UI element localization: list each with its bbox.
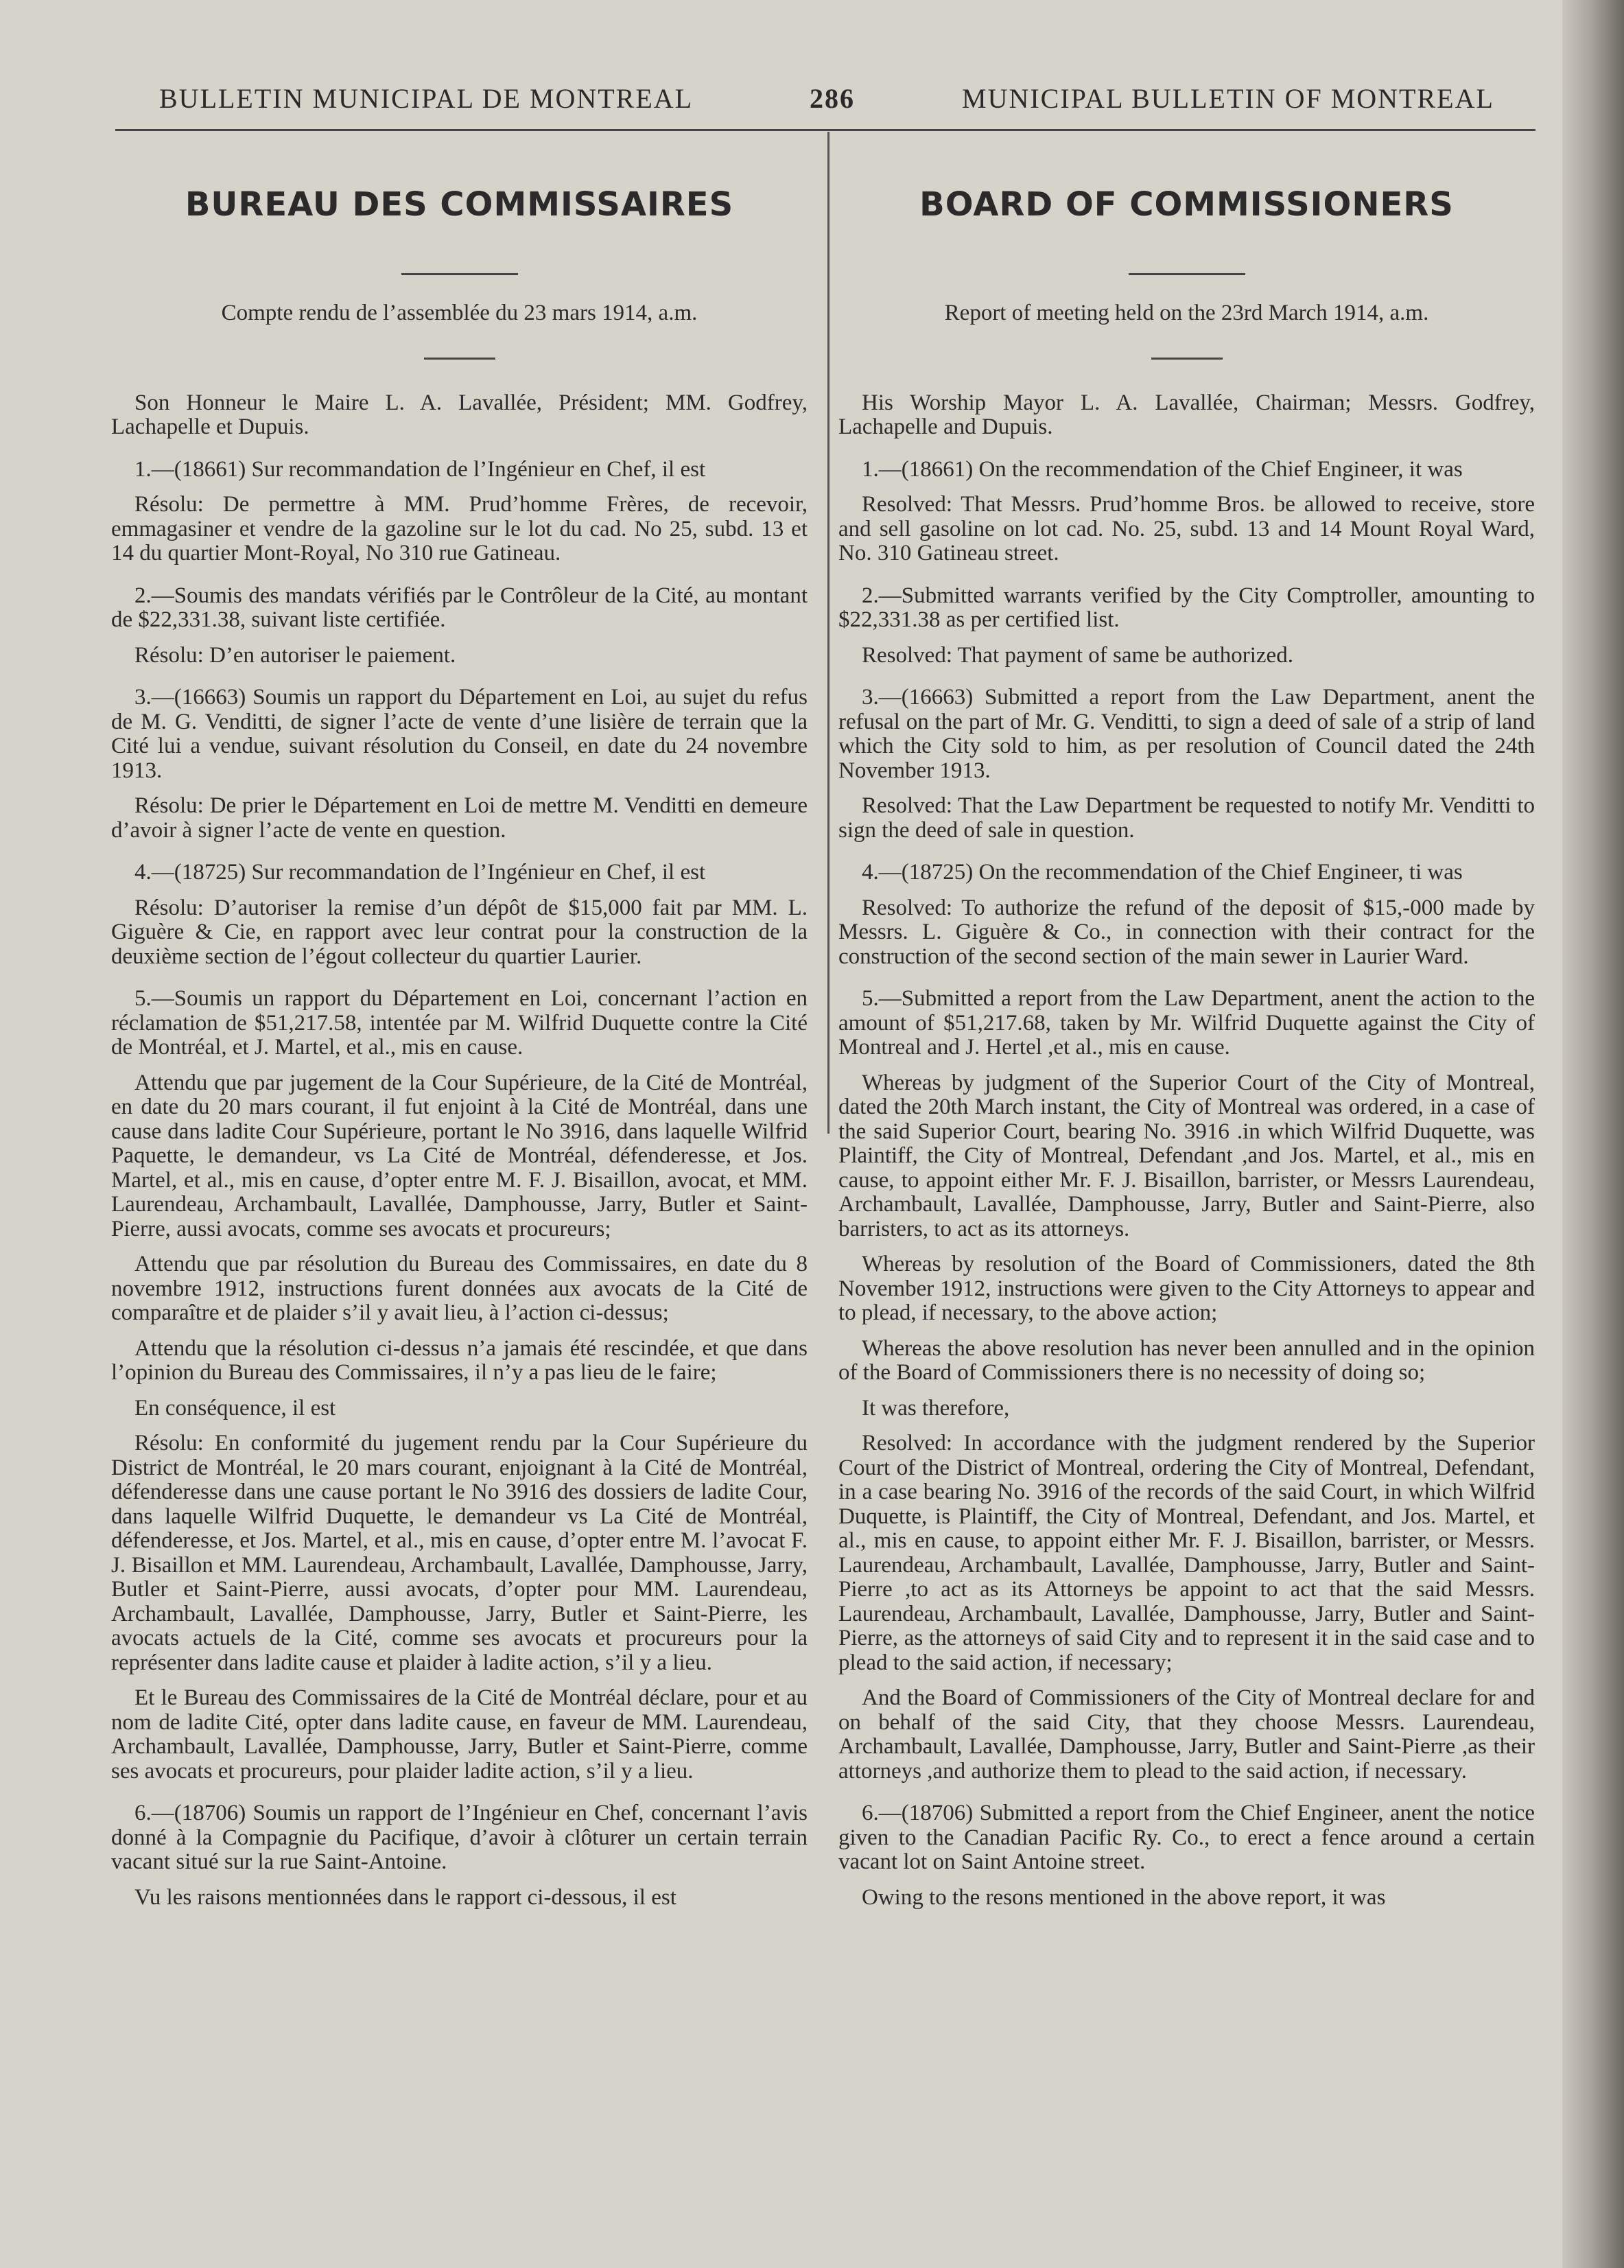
subtitle-rule [1151, 358, 1223, 360]
running-head-right: MUNICIPAL BULLETIN OF MONTREAL [962, 83, 1494, 114]
fr-item-5-whereas-3: Attendu que la résolution ci-dessus n’a jamais été rescindée, et que dans l’opinion du Bureau des Commissaires, il n’y a pas lieu de le faire; [111, 1335, 808, 1385]
binding-shadow [1562, 0, 1624, 2268]
en-item-3: 3.—(16663) Submitted a report from the Law Department, anent the refusal on the part of Mr. G. Venditti, to sign a deed of sale of a strip of land which the City sold to him, as per resolution of Council dated the 24th November 1913. [838, 685, 1535, 783]
en-item-1-resolution: Resolved: That Messrs. Prud’homme Bros. be allowed to receive, store and sell gasoline on lot cad. No. 25, subd. 13 and 14 Mount Royal Ward, No. 310 Gatineau street. [838, 492, 1535, 565]
en-item-5-therefore: It was therefore, [862, 1395, 1010, 1421]
en-item-6: 6.—(18706) Submitted a report from the Chief Engineer, anent the notice given to the Canadian Pacific Ry. Co., to erect a fence around a certain vacant lot on Saint Antoine street. [838, 1801, 1535, 1874]
fr-item-4: 4.—(18725) Sur recommandation de l’Ingénieur en Chef, il est [134, 860, 706, 885]
english-section-title: BOARD OF COMMISSIONERS [919, 185, 1454, 224]
fr-item-3: 3.—(16663) Soumis un rapport du Département en Loi, au sujet du refus de M. G. Venditti, de signer l’acte de vente d’une lisière de terrain que la Cité lui a vendue, suivant résolution du Conseil, en date du 24 novembre 1913. [111, 685, 808, 783]
header-rule [115, 129, 1535, 131]
english-meeting-subtitle: Report of meeting held on the 23rd March 1914, a.m. [944, 301, 1429, 325]
subtitle-rule [424, 358, 495, 360]
fr-item-5-whereas-2: Attendu que par résolution du Bureau des Commissaires, en date du 8 novembre 1912, instructions furent données aux avocats de la Cité de comparaître et de plaider s’il y avait lieu, à l’action ci-dessus; [111, 1252, 808, 1325]
french-section-title: BUREAU DES COMMISSAIRES [185, 185, 734, 224]
en-item-1: 1.—(18661) On the recommendation of the Chief Engineer, it was [862, 456, 1463, 482]
en-item-6-reasons: Owing to the resons mentioned in the above report, it was [862, 1884, 1386, 1910]
french-column [111, 172, 808, 1910]
en-attendance: His Worship Mayor L. A. Lavallée, Chairman; Messrs. Godfrey, Lachapelle and Dupuis. [838, 390, 1535, 439]
column-divider [827, 132, 829, 1134]
fr-attendance: Son Honneur le Maire L. A. Lavallée, Président; MM. Godfrey, Lachapelle et Dupuis. [111, 390, 808, 439]
fr-item-1-resolution: Résolu: De permettre à MM. Prud’homme Frères, de recevoir, emmagasiner et vendre de la gazoline sur le lot du cad. No 25, subd. 13 et 14 du quartier Mont-Royal, No 310 rue Gatineau. [111, 492, 808, 565]
fr-item-2-resolution: Résolu: D’en autoriser le paiement. [134, 642, 456, 668]
fr-item-5-declaration: Et le Bureau des Commissaires de la Cité de Montréal déclare, pour et au nom de ladite Cité, opter dans ladite cause, en faveur de MM. Laurendeau, Archambault, Lavallée, Damphousse, Jarry, Butler et Saint-Pierre, comme ses avocats et procureurs, pour plaider ladite action, s’il y a lieu. [111, 1685, 808, 1784]
fr-item-3-resolution: Résolu: De prier le Département en Loi de mettre M. Venditti en demeure d’avoir à signer l’acte de vente en question. [111, 793, 808, 843]
fr-item-6: 6.—(18706) Soumis un rapport de l’Ingénieur en Chef, concernant l’avis donné à la Compagnie du Pacifique, d’avoir à clôturer un certain terrain vacant situé sur la rue Saint-Antoine. [111, 1801, 808, 1874]
english-column [838, 172, 1535, 1910]
fr-item-1: 1.—(18661) Sur recommandation de l’Ingénieur en Chef, il est [134, 456, 706, 482]
running-head [0, 82, 1564, 124]
en-item-2-resolution: Resolved: That payment of same be authorized. [862, 642, 1293, 668]
en-item-5-whereas-3: Whereas the above resolution has never been annulled and in the opinion of the Board of Commissioners there is no necessity of doing so; [838, 1335, 1535, 1385]
en-item-4-resolution: Resolved: To authorize the refund of the deposit of $15,-000 made by Messrs. L. Giguère & Co., in connection with their contract for the construction of the second section of the main sewer in Laurier Ward. [838, 895, 1535, 969]
en-item-5-declaration: And the Board of Commissioners of the City of Montreal declare for and on behalf of the said City, that they choose Messrs. Laurendeau, Archambault, Lavallée, Damphousse, Jarry, Butler and Saint-Pierre ,as their attorneys ,and authorize them to plead to the said action, if necessary. [838, 1685, 1535, 1784]
page-number: 286 [810, 83, 855, 114]
en-item-5: 5.—Submitted a report from the Law Department, anent the action to the amount of $51,217.68, taken by Mr. Wilfrid Duquette against the City of Montreal and J. Hertel ,et al., mis en cause. [838, 986, 1535, 1060]
en-item-3-resolution: Resolved: That the Law Department be requested to notify Mr. Venditti to sign the deed of sale in question. [838, 793, 1535, 843]
en-item-5-whereas-2: Whereas by resolution of the Board of Commissioners, dated the 8th November 1912, instructions were given to the City Attorneys to appear and to plead, if necessary, to the above action; [838, 1252, 1535, 1325]
fr-item-5-resolution: Résolu: En conformité du jugement rendu par la Cour Supérieure du District de Montréal, le 20 mars courant, enjoignant à la Cité de Montréal, défenderesse dans une cause portant le No 3916 des dossiers de ladite Cour, dans laquelle Wilfrid Duquette, le demandeur vs La Cité de Montréal, défenderesse, et Jos. Martel, et al., mis en cause, d’opter entre M. l’avocat F. J. Bisaillon et MM. Laurendeau, Archambault, Lavallée, Damphousse, Jarry, Butler et Saint-Pierre, aussi avocats, d’opter pour MM. Laurendeau, Archambault, Lavallée, Damphousse, Jarry, Butler et Saint-Pierre, les avocats actuels de la Cité, comme ses avocats et procureurs pour la représenter dans ladite cause et plaider à ladite action, s’il y a lieu. [111, 1431, 808, 1675]
fr-item-6-reasons: Vu les raisons mentionnées dans le rapport ci-dessous, il est [134, 1884, 676, 1910]
en-item-2: 2.—Submitted warrants verified by the City Comptroller, amounting to $22,331.38 as per certified list. [838, 583, 1535, 632]
title-rule [401, 273, 518, 275]
fr-item-5-whereas-1: Attendu que par jugement de la Cour Supérieure, de la Cité de Montréal, en date du 20 mars courant, il fut enjoint à la Cité de Montréal, dans une cause dans ladite Cour Supérieure, portant le No 3916, dans laquelle Wilfrid Paquette, le demandeur, vs La Cité de Montréal, défenderesse, et Jos. Martel, et al., mis en cause, d’opter entre M. F. J. Bisaillon, avocat, et MM. Laurendeau, Archambault, Lavallée, Damphousse, Jarry, Butler et Saint-Pierre, aussi avocats, comme ses avocats et procureurs; [111, 1070, 808, 1241]
en-item-5-whereas-1: Whereas by judgment of the Superior Court of the City of Montreal, dated the 20th March instant, the City of Montreal was ordered, in a case of the said Superior Court, bearing No. 3916 .in which Wilfrid Duquette, was Plaintiff, the City of Montreal, Defendant ,and Jos. Martel, et al., mis en cause, to appoint either Mr. F. J. Bisaillon, barrister, or Messrs Laurendeau, Archambault, Lavallée, Damphousse, Jarry, Butler and Saint-Pierre, also barristers, to act as its attorneys. [838, 1070, 1535, 1241]
fr-item-5-consequence: En conséquence, il est [134, 1395, 336, 1421]
fr-item-2: 2.—Soumis des mandats vérifiés par le Contrôleur de la Cité, au montant de $22,331.38, suivant liste certifiée. [111, 583, 808, 632]
running-head-left: BULLETIN MUNICIPAL DE MONTREAL [159, 83, 694, 114]
french-meeting-subtitle: Compte rendu de l’assemblée du 23 mars 1914, a.m. [221, 301, 698, 325]
title-rule [1129, 273, 1245, 275]
fr-item-5: 5.—Soumis un rapport du Département en Loi, concernant l’action en réclamation de $51,217.58, intentée par M. Wilfrid Duquette contre la Cité de Montréal, et J. Martel, et al., mis en cause. [111, 986, 808, 1060]
fr-item-4-resolution: Résolu: D’autoriser la remise d’un dépôt de $15,000 fait par MM. L. Giguère & Cie, en rapport avec leur contrat pour la construction de la deuxième section de l’égout collecteur du quartier Laurier. [111, 895, 808, 969]
en-item-5-resolution: Resolved: In accordance with the judgment rendered by the Superior Court of the District of Montreal, ordering the City of Montreal, Defendant, in a case bearing No. 3916 of the records of the said Court, in which Wilfrid Duquette, is Plaintiff, the City of Montreal, Defendant, and Jos. Martel, et al., mis en cause, to appoint either Mr. F. J. Bisaillon, barrister, or Messrs. Laurendeau, Archambault, Lavallée, Damphousse, Jarry, Butler and Saint-Pierre ,to act as its Attorneys be appoint to act that the said Messrs. Laurendeau, Archambault, Lavallée, Damphousse, Jarry, Butler and Saint-Pierre, as the attorneys of said City and to represent it in the said case and to plead to the said action, if necessary; [838, 1431, 1535, 1675]
en-item-4: 4.—(18725) On the recommendation of the Chief Engineer, ti was [862, 860, 1463, 885]
